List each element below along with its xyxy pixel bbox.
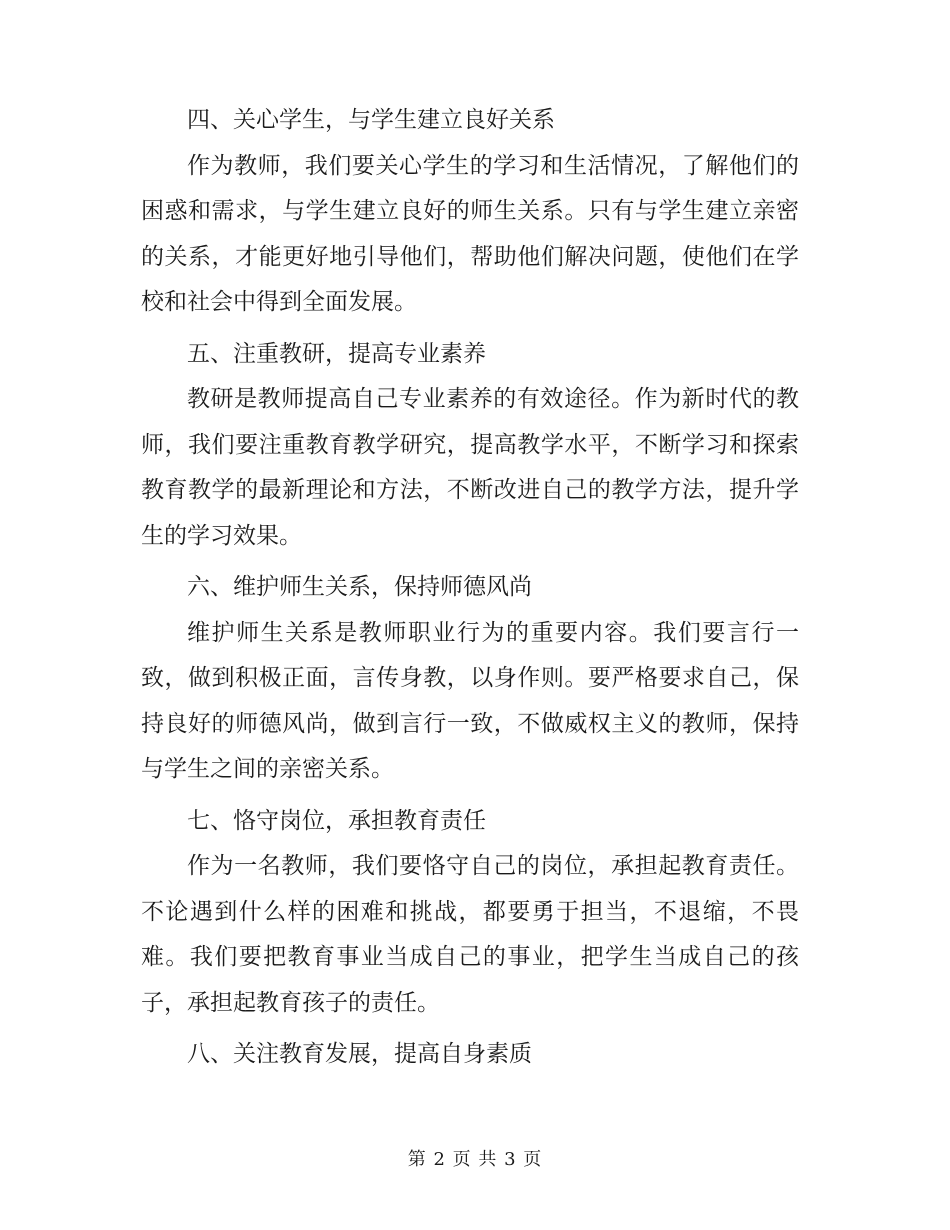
document-body xyxy=(141,98,799,1078)
section-heading: 六、维护师生关系，保持师德风尚 xyxy=(187,574,532,600)
section-8 xyxy=(141,1032,799,1078)
section-heading: 四、关心学生，与学生建立良好关系 xyxy=(187,107,555,133)
section-paragraph: 作为教师，我们要关心学生的学习和生活情况，了解他们的困惑和需求，与学生建立良好的师生关系。只有与学生建立亲密的关系，才能更好地引导他们，帮助他们解决问题，使他们在学校和社会中得到全面发展。 xyxy=(141,152,799,315)
section-heading: 八、关注教育发展，提高自身素质 xyxy=(187,1041,532,1067)
section-paragraph: 教研是教师提高自己专业素养的有效途径。作为新时代的教师，我们要注重教育教学研究，提高教学水平，不断学习和探索教育教学的最新理论和方法，不断改进自己的教学方法，提升学生的学习效果。 xyxy=(141,386,799,549)
section-4 xyxy=(141,98,799,326)
section-6 xyxy=(141,565,799,793)
section-paragraph: 作为一名教师，我们要恪守自己的岗位，承担起教育责任。不论遇到什么样的困难和挑战，都要勇于担当，不退缩，不畏难。我们要把教育事业当成自己的事业，把学生当成自己的孩子，承担起教育孩子的责任。 xyxy=(141,853,799,1016)
section-5 xyxy=(141,332,799,560)
section-heading: 七、恪守岗位，承担教育责任 xyxy=(187,807,486,834)
section-heading: 五、注重教研，提高专业素养 xyxy=(187,340,486,367)
page-number-footer: 第 2 页 共 3 页 xyxy=(407,1149,543,1170)
section-paragraph: 维护师生关系是教师职业行为的重要内容。我们要言行一致，做到积极正面，言传身教，以身作则。要严格要求自己，保持良好的师德风尚，做到言行一致，不做威权主义的教师，保持与学生之间的亲密关系。 xyxy=(141,619,799,782)
section-7 xyxy=(141,799,799,1027)
